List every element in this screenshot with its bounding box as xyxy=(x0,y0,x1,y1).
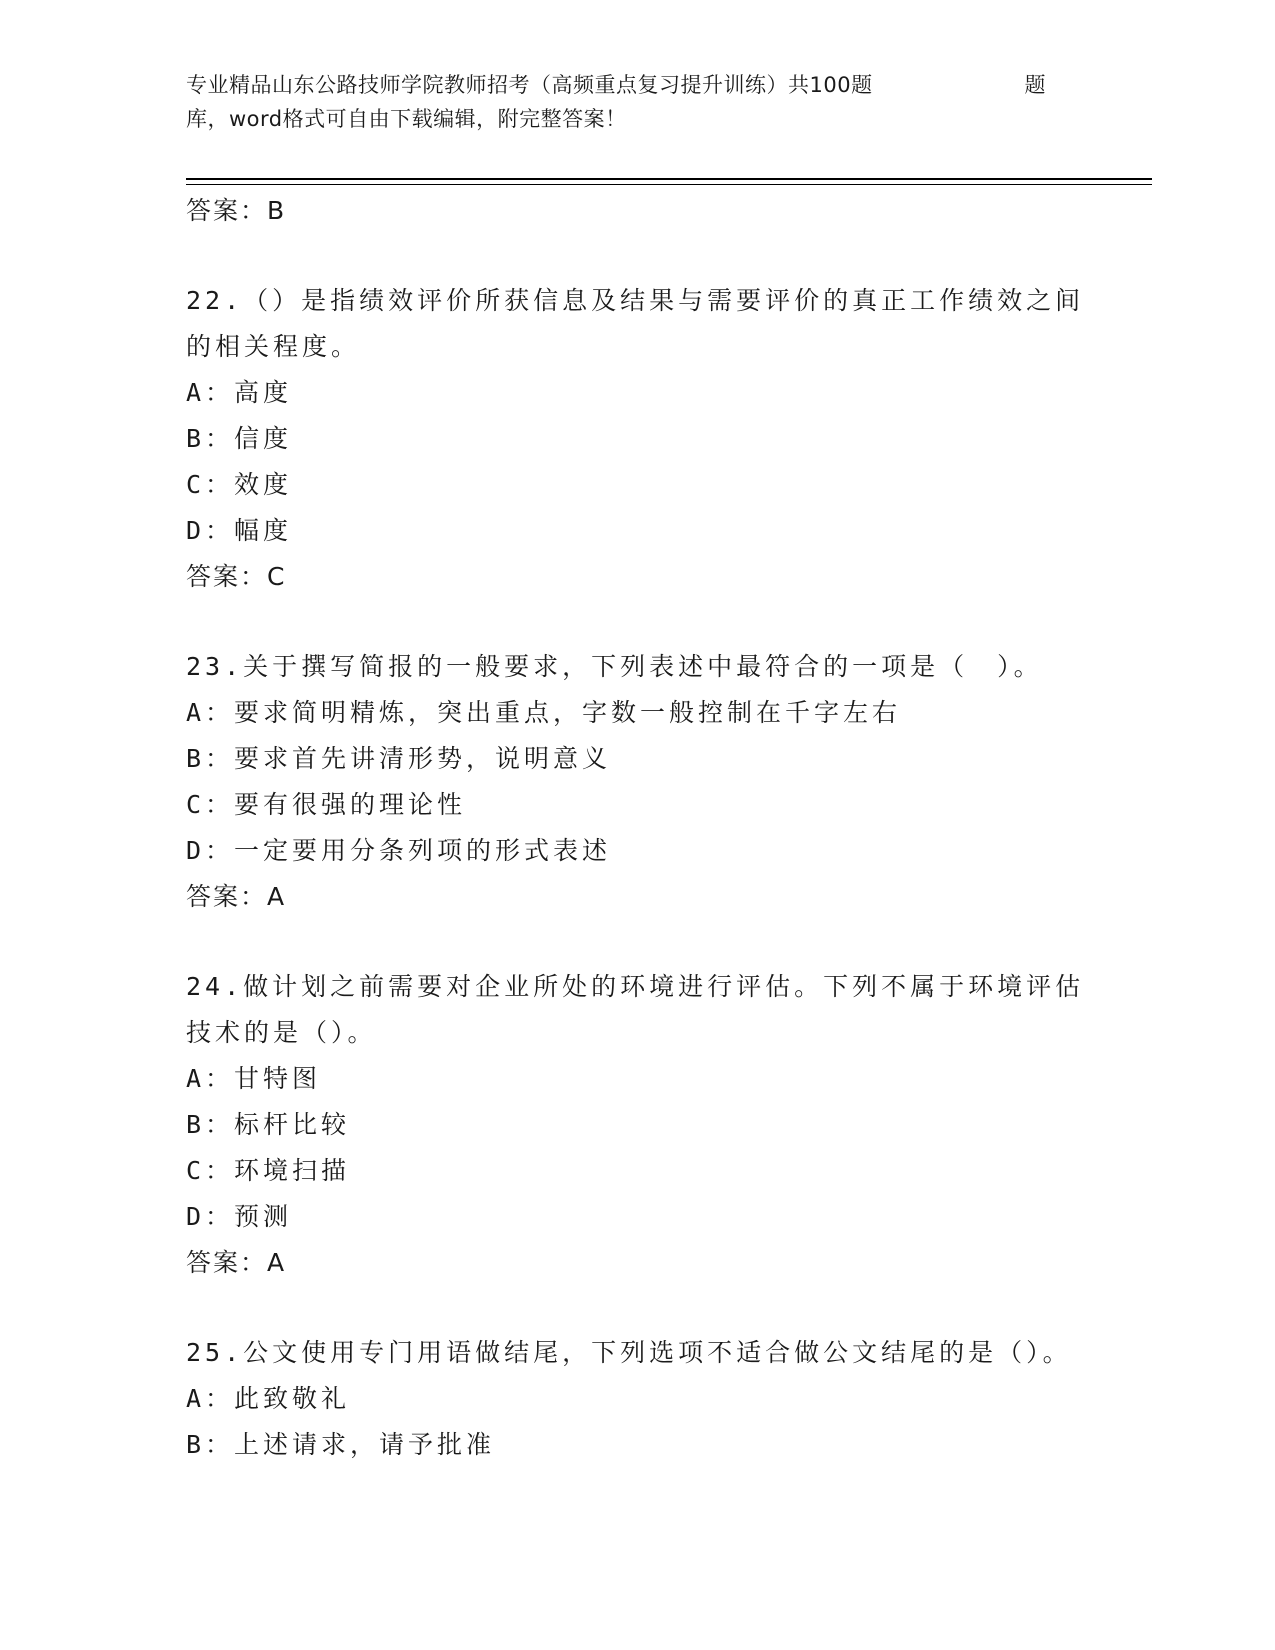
question-25 xyxy=(186,1330,1086,1468)
option-c: C：要有很强的理论性 xyxy=(186,790,467,819)
option-d: D：预测 xyxy=(186,1202,293,1231)
answer-line: 答案：B xyxy=(186,196,287,225)
answer-line: 答案：A xyxy=(186,1248,287,1277)
option-b: B：上述请求，请予批准 xyxy=(186,1430,496,1459)
question-23 xyxy=(186,644,1086,920)
option-b: B：标杆比较 xyxy=(186,1110,351,1139)
document-body xyxy=(186,188,1086,1468)
option-a: A：甘特图 xyxy=(186,1064,322,1093)
answer-line: 答案：A xyxy=(186,882,287,911)
question-stem: 24.做计划之前需要对企业所处的环境进行评估。下列不属于环境评估技术的是（）。 xyxy=(186,972,1085,1047)
option-c: C：效度 xyxy=(186,470,293,499)
option-b: B：信度 xyxy=(186,424,293,453)
question-stem: 23.关于撰写简报的一般要求，下列表述中最符合的一项是（ ）。 xyxy=(186,652,1043,681)
answer-line: 答案：C xyxy=(186,562,287,591)
header-line-1 xyxy=(186,68,1086,102)
header-title: 专业精品山东公路技师学院教师招考（高频重点复习提升训练）共100题 xyxy=(186,73,873,97)
question-stem: 25.公文使用专门用语做结尾，下列选项不适合做公文结尾的是（）。 xyxy=(186,1338,1072,1367)
header-rule-thin xyxy=(186,184,1152,185)
document-header xyxy=(186,68,1086,136)
option-a: A：高度 xyxy=(186,378,293,407)
header-line-2: 库，word格式可自由下载编辑，附完整答案！ xyxy=(186,107,627,131)
header-rule-thick xyxy=(186,178,1152,180)
option-d: D：一定要用分条列项的形式表述 xyxy=(186,836,612,865)
option-d: D：幅度 xyxy=(186,516,293,545)
option-b: B：要求首先讲清形势，说明意义 xyxy=(186,744,612,773)
option-a: A：此致敬礼 xyxy=(186,1384,351,1413)
option-c: C：环境扫描 xyxy=(186,1156,351,1185)
option-a: A：要求简明精炼，突出重点，字数一般控制在千字左右 xyxy=(186,698,902,727)
header-title-tail: 题 xyxy=(1024,73,1046,97)
question-24 xyxy=(186,964,1086,1286)
question-stem: 22.（）是指绩效评价所获信息及结果与需要评价的真正工作绩效之间的相关程度。 xyxy=(186,286,1085,361)
question-22 xyxy=(186,278,1086,600)
